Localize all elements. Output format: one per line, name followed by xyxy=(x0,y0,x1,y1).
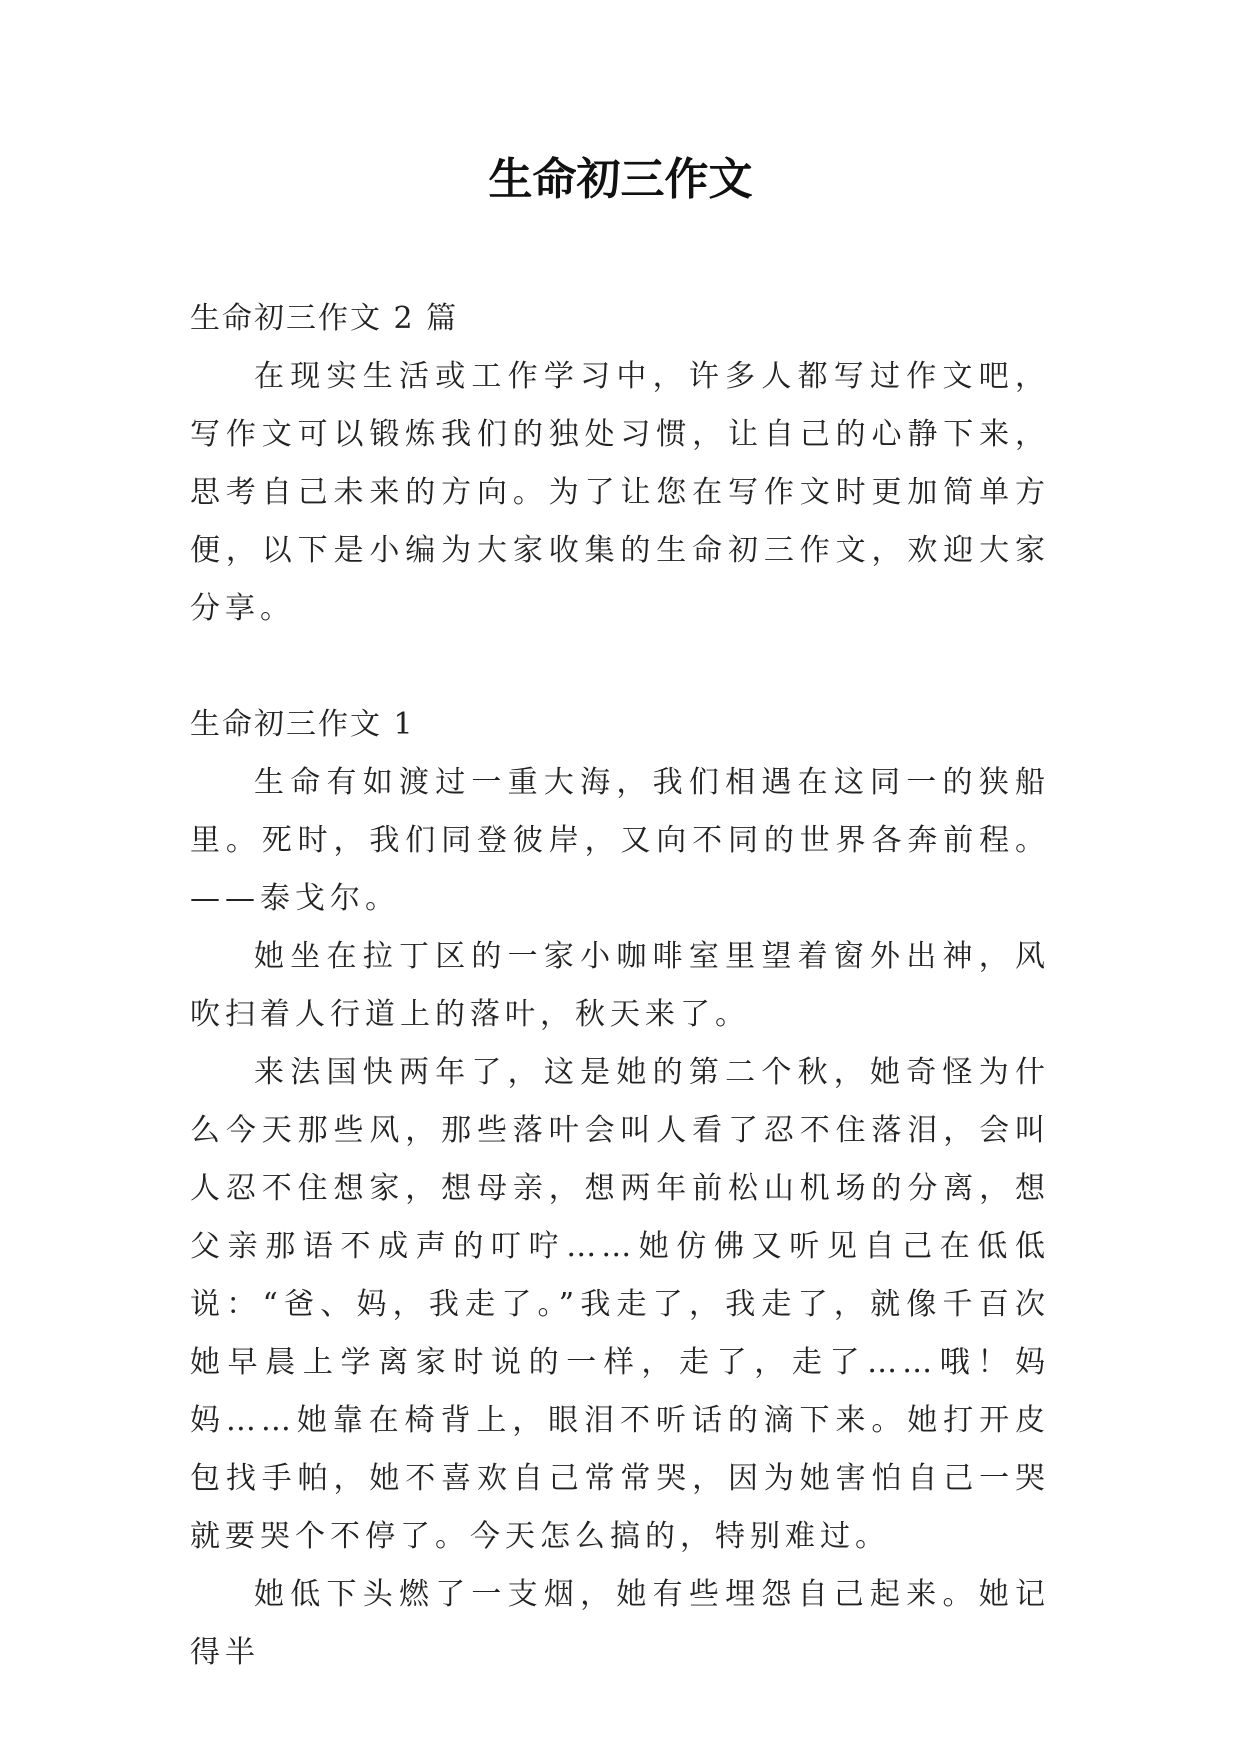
essay-1-heading: 生命初三作文 1 xyxy=(190,707,415,742)
essay-1-paragraph: 来法国快两年了，这是她的第二个秋，她奇怪为什么今天那些风，那些落叶会叫人看了忍不住落泪，会叫人忍不住想家，想母亲，想两年前松山机场的分离，想父亲那语不成声的叮咛……她仿佛又听见自己在低低说：“爸、妈，我走了。”我走了，我走了，就像千百次她早晨上学离家时说的一样，走了，走了……哦！妈妈……她靠在椅背上，眼泪不听话的滴下来。她打开皮包找手帕，她不喜欢自己常常哭，因为她害怕自己一哭就要哭个不停了。今天怎么搞的，特别难过。 xyxy=(190,1055,1050,1554)
essay-1-paragraph: 生命有如渡过一重大海，我们相遇在这同一的狭船里。死时，我们同登彼岸，又向不同的世界各奔前程。——泰戈尔。 xyxy=(190,765,1050,916)
intro-paragraph: 在现实生活或工作学习中，许多人都写过作文吧，写作文可以锻炼我们的独处习惯，让自己的心静下来，思考自己未来的方向。为了让您在写作文时更加简单方便，以下是小编为大家收集的生命初三作文，欢迎大家分享。 xyxy=(190,359,1050,626)
essay-1-paragraph: 她坐在拉丁区的一家小咖啡室里望着窗外出神，风吹扫着人行道上的落叶，秋天来了。 xyxy=(190,939,1050,1032)
intro-heading: 生命初三作文 2 篇 xyxy=(190,301,459,336)
document-body xyxy=(190,290,1050,1682)
document-title: 生命初三作文 xyxy=(488,154,753,205)
section-spacer xyxy=(190,638,1050,696)
essay-1-paragraph: 她低下头燃了一支烟，她有些埋怨自己起来。她记得半 xyxy=(190,1577,1050,1670)
